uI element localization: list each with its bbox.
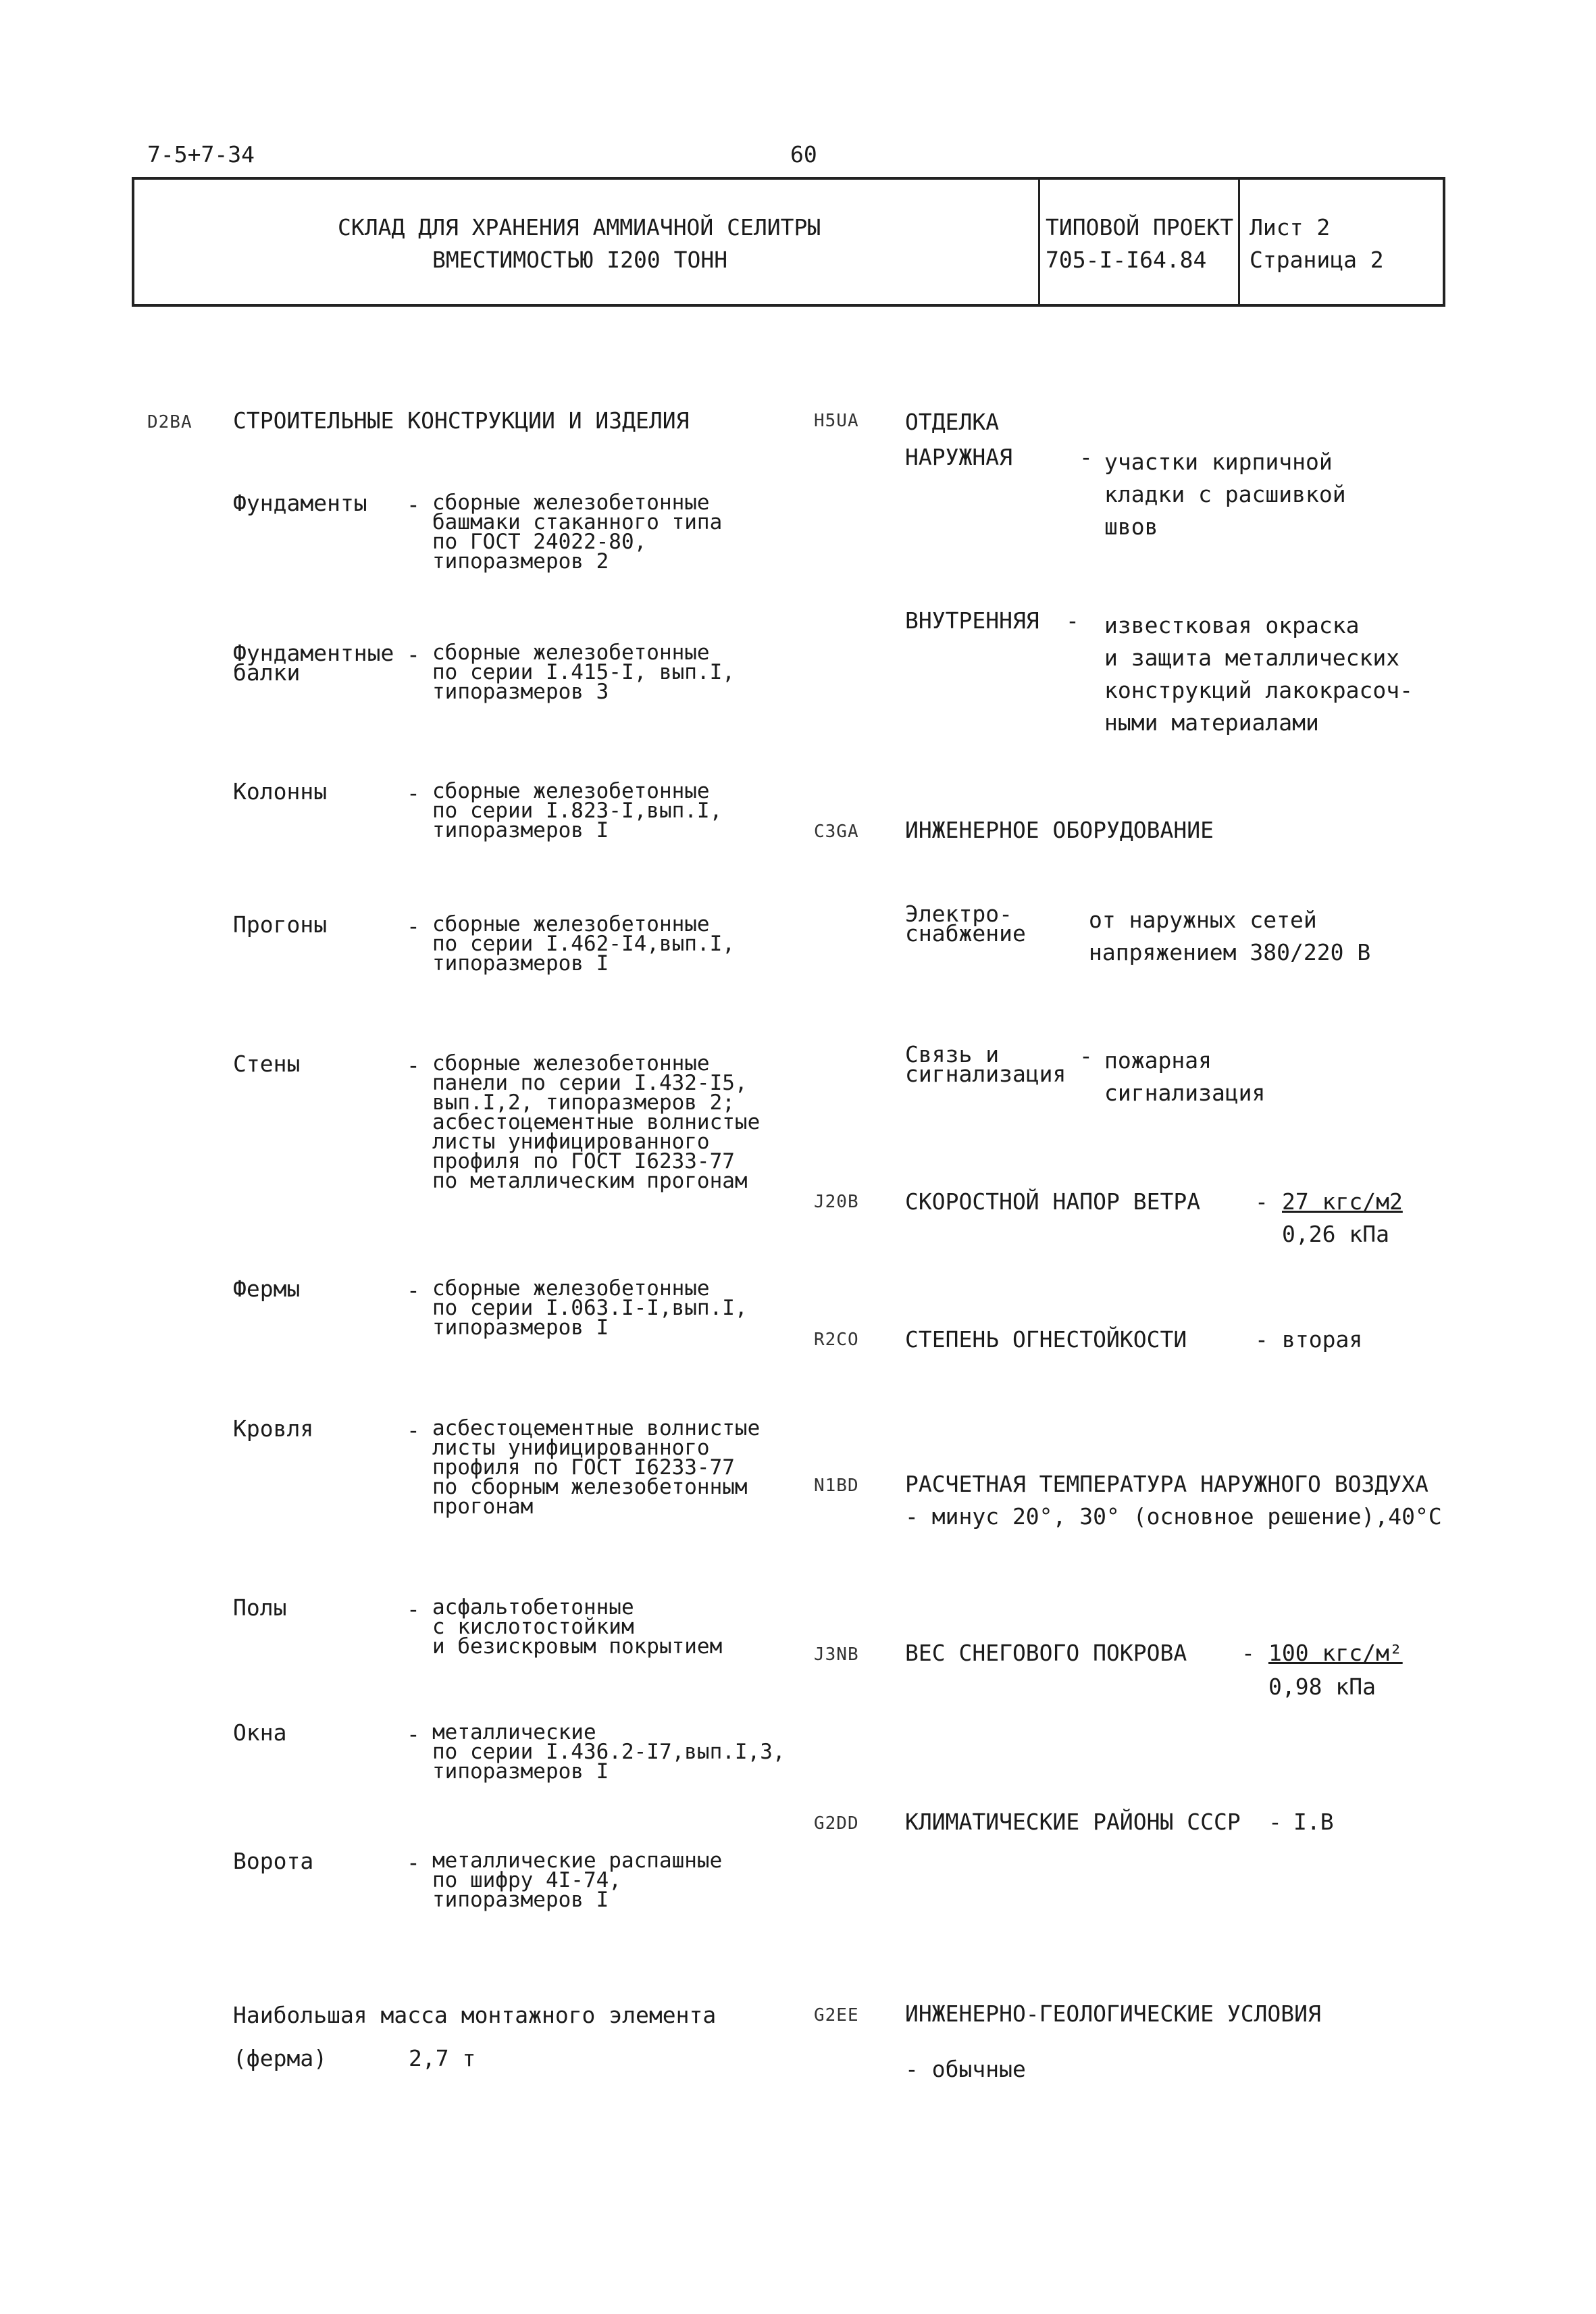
section-code: N1BD [814, 1476, 859, 1496]
wind-load-label: СКОРОСТНОЙ НАПОР ВЕТРА [905, 1188, 1201, 1215]
item-text: сборные железобетонные башмаки стаканного типа по ГОСТ 24022-80, типоразмеров 2 [432, 491, 723, 574]
title-block-divider [1238, 180, 1240, 304]
item-dash: - [407, 1596, 420, 1622]
item-dash: - [407, 1417, 420, 1443]
page-number: 60 [790, 141, 817, 168]
section-heading: ОТДЕЛКА [905, 409, 1000, 435]
power-supply-text: от наружных сетей напряжением 380/220 В [1089, 907, 1371, 965]
section-code: H5UA [814, 411, 859, 431]
item-label: Ворота [233, 1848, 314, 1874]
section-code: R2CO [814, 1330, 859, 1350]
fire-resistance-value: вторая [1282, 1326, 1363, 1353]
wind-load-dash: - [1255, 1188, 1268, 1215]
item-text: асбестоцементные волнистые листы унифицированного профиля по ГОСТ I6233-77 по сборным железобетонным прогонам [432, 1416, 761, 1519]
title-block-divider [1038, 180, 1040, 304]
project-number: 705-I-I64.84 [1046, 247, 1207, 273]
section-code: G2DD [814, 1813, 859, 1834]
item-label: Стены [233, 1051, 301, 1077]
item-label: Прогоны [233, 911, 328, 938]
climate-region-dash: - [1268, 1809, 1282, 1835]
item-dash: - [407, 913, 420, 939]
inner-finish-label: ВНУТРЕННЯЯ [905, 607, 1039, 634]
communication-text: пожарная сигнализация [1104, 1047, 1266, 1106]
fire-resistance-dash: - [1255, 1326, 1268, 1353]
inner-finish-text: известковая окраска и защита металлических конструкций лакокрасоч- ными материалами [1104, 612, 1413, 736]
item-label: Полы [233, 1594, 287, 1621]
max-mass-item: (ферма) [233, 2045, 328, 2071]
item-label: Кровля [233, 1415, 314, 1442]
temperature-label: РАСЧЕТНАЯ ТЕМПЕРАТУРА НАРУЖНОГО ВОЗДУХА [905, 1471, 1428, 1497]
item-text: сборные железобетонные по серии I.063.I-I,вып.I, типоразмеров I [432, 1276, 748, 1340]
outer-finish-text: участки кирпичной кладки с расшивкой швов [1104, 449, 1346, 540]
section-code: C3GA [814, 822, 859, 842]
item-text: сборные железобетонные по серии I.415-I, вып.I, типоразмеров 3 [432, 640, 735, 704]
communication-label: Связь и сигнализация [905, 1041, 1066, 1087]
outer-finish-dash: - [1079, 444, 1093, 470]
snow-load-dash: - [1241, 1640, 1255, 1666]
fire-resistance-label: СТЕПЕНЬ ОГНЕСТОЙКОСТИ [905, 1326, 1187, 1353]
item-dash: - [407, 1052, 420, 1078]
item-text: металлические распашные по шифру 4I-74, типоразмеров I [432, 1848, 723, 1912]
item-label: Колонны [233, 778, 328, 805]
title-line-2: ВМЕСТИМОСТЬЮ I200 ТОНН [432, 247, 728, 273]
wind-load-value: 27 кгс/м2 [1282, 1188, 1403, 1215]
sheet-number: Лист 2 [1250, 214, 1331, 241]
max-mass-value: 2,7 т [409, 2045, 476, 2071]
item-dash: - [407, 1277, 420, 1303]
item-dash: - [407, 1721, 420, 1747]
item-text: сборные железобетонные панели по серии I.432-I5, вып.I,2, типоразмеров 2; асбестоцементные волнистые листы унифицированного профиля по ГОСТ I6233-77 по металлическим прогонам [432, 1051, 761, 1193]
temperature-value: - минус 20°, 30° (основное решение),40°С [905, 1503, 1442, 1530]
snow-load-label: ВЕС СНЕГОВОГО ПОКРОВА [905, 1640, 1187, 1666]
section-code: D2BA [147, 412, 192, 432]
item-dash: - [407, 641, 420, 668]
wind-load-value-kpa: 0,26 кПа [1282, 1221, 1389, 1247]
section-code: J20B [814, 1192, 859, 1212]
item-label: Фундаменты [233, 490, 367, 516]
item-text: сборные железобетонные по серии I.823-I,вып.I, типоразмеров I [432, 779, 723, 842]
item-text: сборные железобетонные по серии I.462-I4,вып.I, типоразмеров I [432, 912, 735, 976]
item-dash: - [407, 1849, 420, 1876]
max-mass-label: Наибольшая масса монтажного элемента [233, 2002, 717, 2028]
item-label: Окна [233, 1719, 287, 1746]
item-label: Фермы [233, 1276, 301, 1302]
page-label: Страница 2 [1250, 247, 1384, 273]
item-text: металлические по серии I.436.2-I7,вып.I,3, типоразмеров I [432, 1720, 786, 1784]
item-dash: - [407, 780, 420, 806]
geology-label: ИНЖЕНЕРНО-ГЕОЛОГИЧЕСКИЕ УСЛОВИЯ [905, 2001, 1321, 2027]
outer-finish-label: НАРУЖНАЯ [905, 444, 1012, 470]
section-code: G2EE [814, 2005, 859, 2026]
geology-value: - обычные [905, 2056, 1026, 2082]
communication-dash: - [1079, 1042, 1093, 1069]
section-code: J3NB [814, 1644, 859, 1665]
item-text: асфальтобетонные с кислотостойким и безискровым покрытием [432, 1595, 723, 1659]
item-dash: - [407, 491, 420, 518]
section-heading: ИНЖЕНЕРНОЕ ОБОРУДОВАНИЕ [905, 817, 1214, 843]
snow-load-value-kpa: 0,98 кПа [1268, 1674, 1376, 1700]
project-label: ТИПОВОЙ ПРОЕКТ [1046, 214, 1234, 241]
document-number: 7-5+7-34 [147, 141, 255, 168]
climate-region-value: I.В [1293, 1809, 1334, 1835]
inner-finish-dash: - [1066, 607, 1079, 634]
item-label: Фундаментные балки [233, 640, 394, 686]
title-line-1: СКЛАД ДЛЯ ХРАНЕНИЯ АММИАЧНОЙ СЕЛИТРЫ [338, 214, 821, 241]
climate-region-label: КЛИМАТИЧЕСКИЕ РАЙОНЫ СССР [905, 1809, 1241, 1835]
snow-load-value: 100 кгс/м² [1268, 1640, 1403, 1666]
title-block [132, 177, 1445, 307]
power-supply-label: Электро- снабжение [905, 901, 1026, 947]
section-heading: СТРОИТЕЛЬНЫЕ КОНСТРУКЦИИ И ИЗДЕЛИЯ [233, 407, 690, 434]
